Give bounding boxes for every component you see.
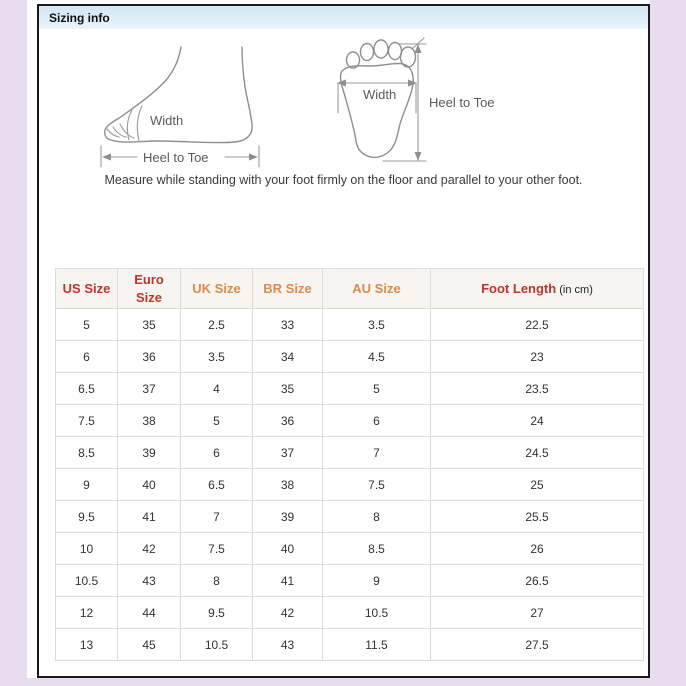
size-cell: 27 [431, 597, 644, 629]
size-cell: 37 [253, 437, 323, 469]
table-row [56, 629, 644, 661]
size-cell: 39 [253, 501, 323, 533]
column-header: US Size [56, 269, 118, 309]
size-cell: 6 [323, 405, 431, 437]
size-cell: 8.5 [323, 533, 431, 565]
size-cell: 8 [323, 501, 431, 533]
size-cell: 9 [56, 469, 118, 501]
size-cell: 7.5 [181, 533, 253, 565]
column-header: UK Size [181, 269, 253, 309]
size-cell: 2.5 [181, 309, 253, 341]
top-width-label: Width [363, 87, 397, 102]
size-cell: 42 [118, 533, 181, 565]
size-cell: 8.5 [56, 437, 118, 469]
size-cell: 24.5 [431, 437, 644, 469]
size-cell: 7.5 [56, 405, 118, 437]
table-row [56, 501, 644, 533]
size-cell: 13 [56, 629, 118, 661]
column-header: Euro Size [118, 269, 181, 309]
table-row [56, 533, 644, 565]
sizing-info-panel [37, 4, 650, 678]
size-cell: 3.5 [323, 309, 431, 341]
table-row [56, 341, 644, 373]
size-cell: 42 [253, 597, 323, 629]
size-cell: 44 [118, 597, 181, 629]
panel-header [39, 6, 648, 29]
foot-side-view-diagram [97, 41, 265, 169]
size-cell: 38 [118, 405, 181, 437]
size-cell: 12 [56, 597, 118, 629]
measure-instruction: Measure while standing with your foot firmly on the floor and parallel to your other foot. [104, 173, 583, 187]
size-cell: 6 [56, 341, 118, 373]
size-cell: 5 [323, 373, 431, 405]
size-cell: 40 [118, 469, 181, 501]
size-cell: 26 [431, 533, 644, 565]
size-cell: 7 [181, 501, 253, 533]
size-cell: 23.5 [431, 373, 644, 405]
size-cell: 7 [323, 437, 431, 469]
column-header: Foot Length (in cm) [431, 269, 644, 309]
size-cell: 6 [181, 437, 253, 469]
size-cell: 10 [56, 533, 118, 565]
size-cell: 8 [181, 565, 253, 597]
size-cell: 36 [253, 405, 323, 437]
size-cell: 27.5 [431, 629, 644, 661]
size-cell: 26.5 [431, 565, 644, 597]
size-cell: 22.5 [431, 309, 644, 341]
size-cell: 35 [118, 309, 181, 341]
size-cell: 37 [118, 373, 181, 405]
size-cell: 24 [431, 405, 644, 437]
table-header-row [56, 269, 644, 309]
side-width-label: Width [150, 113, 184, 128]
size-cell: 9.5 [56, 501, 118, 533]
size-cell: 6.5 [181, 469, 253, 501]
size-cell: 9 [323, 565, 431, 597]
size-cell: 39 [118, 437, 181, 469]
table-row [56, 405, 644, 437]
table-row [56, 597, 644, 629]
size-cell: 11.5 [323, 629, 431, 661]
size-cell: 34 [253, 341, 323, 373]
size-cell: 10.5 [181, 629, 253, 661]
size-cell: 4.5 [323, 341, 431, 373]
table-row [56, 309, 644, 341]
size-table [55, 268, 644, 661]
size-cell: 40 [253, 533, 323, 565]
size-cell: 23 [431, 341, 644, 373]
size-cell: 38 [253, 469, 323, 501]
size-cell: 43 [118, 565, 181, 597]
table-row [56, 437, 644, 469]
table-row [56, 469, 644, 501]
table-row [56, 373, 644, 405]
size-cell: 25 [431, 469, 644, 501]
foot-sole-view-diagram [333, 35, 523, 175]
size-cell: 41 [118, 501, 181, 533]
size-cell: 4 [181, 373, 253, 405]
panel-title: Sizing info [49, 10, 110, 25]
size-cell: 5 [56, 309, 118, 341]
diagram-zone [39, 29, 648, 268]
column-header: AU Size [323, 269, 431, 309]
size-cell: 25.5 [431, 501, 644, 533]
size-cell: 33 [253, 309, 323, 341]
top-heel-to-toe-label: Heel to Toe [429, 95, 495, 110]
size-cell: 43 [253, 629, 323, 661]
column-header: BR Size [253, 269, 323, 309]
size-cell: 7.5 [323, 469, 431, 501]
size-cell: 36 [118, 341, 181, 373]
size-cell: 10.5 [56, 565, 118, 597]
size-cell: 6.5 [56, 373, 118, 405]
table-row [56, 565, 644, 597]
size-cell: 41 [253, 565, 323, 597]
size-cell: 10.5 [323, 597, 431, 629]
size-cell: 9.5 [181, 597, 253, 629]
size-cell: 5 [181, 405, 253, 437]
size-cell: 3.5 [181, 341, 253, 373]
size-cell: 35 [253, 373, 323, 405]
size-cell: 45 [118, 629, 181, 661]
side-heel-to-toe-label: Heel to Toe [143, 150, 209, 165]
